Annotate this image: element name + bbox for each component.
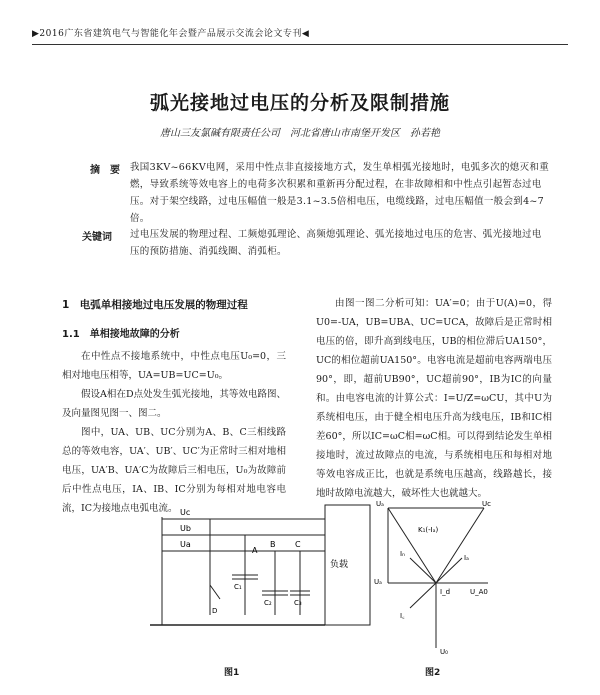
label-node-c: C bbox=[295, 540, 301, 549]
label-c1: C₁ bbox=[234, 583, 242, 591]
label-c2: C₂ bbox=[264, 599, 272, 607]
paper-title: 弧光接地过电压的分析及限制措施 bbox=[149, 92, 450, 114]
label-ua: Uₐ bbox=[374, 578, 382, 586]
subsection-heading: 1.1 单相接地故障的分析 bbox=[62, 329, 180, 340]
label-ib: Iₙ bbox=[400, 550, 405, 558]
left-column bbox=[62, 296, 286, 518]
label-node-a: A bbox=[252, 546, 258, 555]
phasor-ib bbox=[410, 558, 436, 583]
keywords-label: 关键词 bbox=[82, 232, 112, 243]
right-column bbox=[316, 294, 552, 503]
label-uc: Uc bbox=[180, 508, 191, 517]
paragraph: 由图一图二分析可知：UA′=0；由于U(A)=0，得U0=-UA，UB=UBA、UC=UCA，故障后是正常时相电压的倍，即升高到线电压，UB的相位滞后UA150°，UC的相位超前UA150°。电容电流是超前电容两端电压90°，即，超前UB90°，UC超前90°，IB为IC的向量和。由电容电流的计算公式：I=U/Z=ωCU，其中U为系统相电压，由于健全相电压升高为线电压，IB和IC相差60°，所以IC=ωC相=ωC相。可以得到结论发生单相接地时，流过故障点的电流，与系统相电压和每相对地等效电容成正比，也就是系统电压越高，线路越长，接地时故障电流越大，破坏性大也就越大。 bbox=[316, 298, 552, 499]
label-c3: C₃ bbox=[294, 599, 302, 607]
label-uc: Uc bbox=[482, 500, 491, 508]
label-ia: Iₐ bbox=[464, 554, 469, 562]
paragraph: 假设A相在D点处发生弧光接地，其等效电路图、及向量图见图一、图二。 bbox=[62, 389, 286, 419]
figure-2-caption: 图2 bbox=[425, 668, 441, 678]
label-ub: Uₐ bbox=[376, 500, 384, 508]
paragraph: 在中性点不接地系统中，中性点电压U₀=0，三相对地电压相等，UA=UB=UC=U₀。 bbox=[62, 351, 286, 381]
label-id: I_d bbox=[440, 588, 451, 596]
phasor-ia bbox=[436, 558, 462, 583]
phasor-uc bbox=[436, 508, 484, 583]
label-node-b: B bbox=[270, 540, 276, 549]
paper-authors: 唐山三友氯碱有限责任公司 河北省唐山市南堡开发区 孙若艳 bbox=[160, 128, 440, 139]
label-load: 负载 bbox=[330, 560, 349, 570]
phasor-ub bbox=[388, 508, 439, 583]
figure-1-circuit bbox=[150, 495, 380, 657]
label-ic: I꜀ bbox=[400, 612, 405, 620]
label-d: D bbox=[212, 607, 218, 615]
journal-header: ▶2016广东省建筑电气与智能化年会暨产品展示交流会论文专刊◀ bbox=[32, 29, 310, 39]
phasor-ic bbox=[410, 583, 436, 608]
label-ub: Ub bbox=[180, 524, 191, 533]
paragraph: 图中，UA、UB、UC分别为A、B、C三相线路总的等效电容，UA′、UB′、UC′为正常时三相对地相电压，UA′B、UA′C为故障后三相电压，U₀为故障前后中性点电压，IA、IB、IC分别为每相对地电容电流，IC为接地点电弧电流。 bbox=[62, 427, 286, 514]
keywords-text: 过电压发展的物理过程、工频熄弧理论、高频熄弧理论、弧光接地过电压的危害、弧光接地过电压的预防措施、消弧线圈、消弧柜。 bbox=[130, 229, 542, 257]
abstract-text: 我国3KV~66KV电网，采用中性点非直接接地方式，发生单相弧光接地时，电弧多次的熄灭和重燃，导致系统等效电容上的电荷多次积累和重新再分配过程，在非故障相和中性点引起暂态过电压。对于架空线路，过电压幅值一般是3.1~3.5倍相电压，电缆线路，过电压幅值一般会到4~7倍。 bbox=[130, 162, 550, 224]
abstract-label: 摘 要 bbox=[90, 165, 120, 176]
header-rule bbox=[32, 44, 568, 45]
label-u0: U₀ bbox=[440, 648, 448, 656]
label-ubc: K₁(-Iₐ) bbox=[418, 526, 439, 534]
label-ua0: U_A0 bbox=[470, 588, 488, 596]
figure-1-caption: 图1 bbox=[224, 668, 240, 678]
section-heading: 1 电弧单相接地过电压发展的物理过程 bbox=[62, 299, 248, 311]
arc-switch bbox=[210, 585, 220, 599]
figure-2-phasor bbox=[370, 498, 502, 658]
label-ua: Ua bbox=[180, 540, 191, 549]
